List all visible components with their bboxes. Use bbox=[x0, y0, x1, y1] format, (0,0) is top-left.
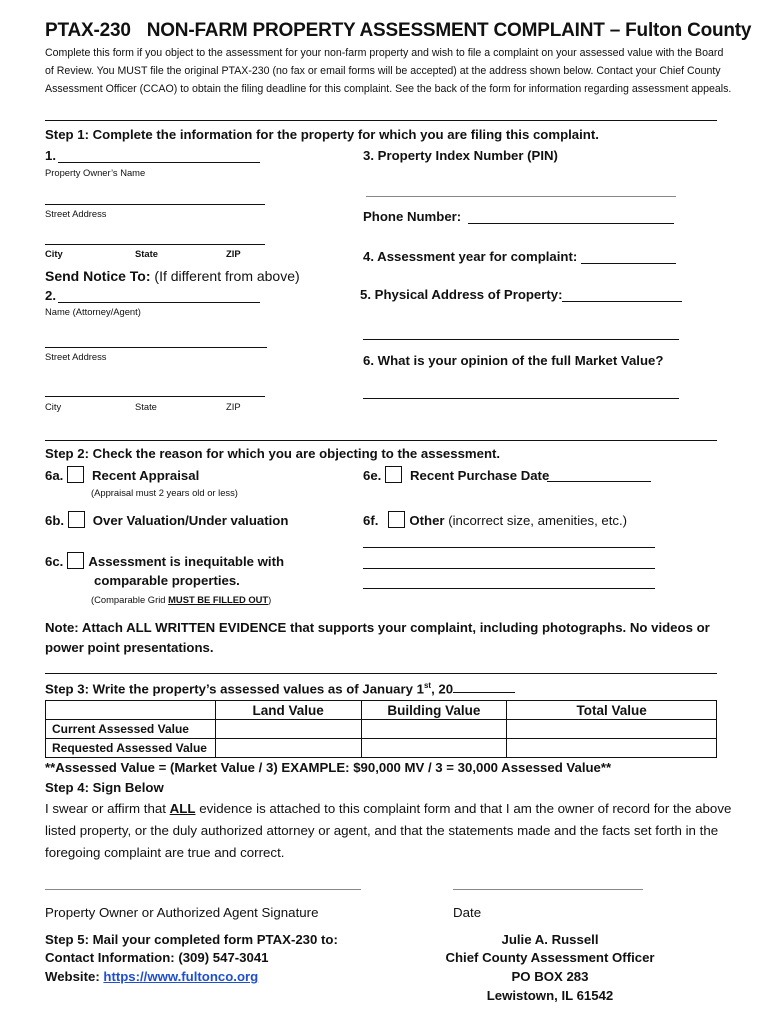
step3-heading-post: , 20 bbox=[431, 681, 454, 697]
officer-title: Chief County Assessment Officer bbox=[445, 950, 655, 965]
website-line bbox=[45, 969, 258, 984]
physical-address-label: 5. Physical Address of Property: bbox=[360, 287, 563, 302]
phone-label: Phone Number: bbox=[363, 209, 462, 224]
option-6e-label: Recent Purchase Date bbox=[410, 468, 550, 483]
declaration-post: evidence is attached to this complaint form and that I am the owner of record for the above listed property, or the duly authorized attorney or agent, and that the statements made and the facts set forth in the foregoing complaint are true and correct. bbox=[45, 801, 732, 860]
step1-heading: Step 1: Complete the information for the property for which you are filing this complaint. bbox=[45, 127, 599, 142]
year-suffix-field[interactable] bbox=[453, 681, 515, 693]
date-field[interactable] bbox=[453, 889, 643, 890]
other-reason-line-3[interactable] bbox=[363, 588, 655, 589]
table-corner-cell bbox=[46, 701, 216, 720]
pin-label: 3. Property Index Number (PIN) bbox=[363, 148, 558, 163]
option-6f-note: (incorrect size, amenities, etc.) bbox=[444, 513, 628, 528]
option-6c-label-1: Assessment is inequitable with bbox=[88, 554, 285, 569]
option-6a-number: 6a. bbox=[45, 468, 64, 483]
market-value-field[interactable] bbox=[363, 398, 679, 399]
form-code: PTAX-230 bbox=[45, 20, 131, 41]
current-assessed-label: Current Assessed Value bbox=[46, 720, 216, 739]
owner-name-field[interactable] bbox=[58, 162, 260, 163]
phone-field[interactable] bbox=[468, 223, 674, 224]
form-title bbox=[45, 20, 751, 42]
option-6c-label-2: comparable properties. bbox=[94, 573, 240, 588]
requested-assessed-label: Requested Assessed Value bbox=[46, 739, 216, 758]
state-2-label: State bbox=[135, 401, 157, 412]
assessment-year-label: 4. Assessment year for complaint: bbox=[363, 249, 578, 264]
zip-label: ZIP bbox=[226, 248, 241, 259]
zip-2-label: ZIP bbox=[226, 401, 241, 412]
step3-heading-pre: Step 3: Write the property’s assessed values as of January 1 bbox=[45, 681, 424, 697]
physical-address-field[interactable] bbox=[562, 301, 682, 302]
purchase-date-field[interactable] bbox=[547, 481, 651, 482]
form-title-text: NON-FARM PROPERTY ASSESSMENT COMPLAINT – Fulton County bbox=[146, 20, 752, 41]
step2-heading: Step 2: Check the reason for which you are objecting to the assessment. bbox=[45, 446, 501, 461]
other-reason-line-1[interactable] bbox=[363, 547, 655, 548]
market-value-label: 6. What is your opinion of the full Market Value? bbox=[363, 353, 664, 368]
table-row bbox=[46, 720, 717, 739]
city-state-zip-field[interactable] bbox=[45, 244, 265, 245]
website-link[interactable]: https://www.fultonco.org bbox=[103, 969, 259, 984]
divider bbox=[45, 120, 717, 121]
option-6f[interactable] bbox=[363, 511, 627, 528]
divider bbox=[45, 440, 717, 441]
street-address-2-field[interactable] bbox=[45, 347, 267, 348]
pin-field[interactable] bbox=[366, 196, 676, 197]
mail-instructions: Step 5: Mail your completed form PTAX-230 to: bbox=[45, 932, 338, 947]
evidence-note: Note: Attach ALL WRITTEN EVIDENCE that supports your complaint, including photographs. No videos or power point presentations. bbox=[45, 620, 710, 655]
signature-label: Property Owner or Authorized Agent Signature bbox=[45, 905, 319, 920]
city-state-zip-mailing: Lewistown, IL 61542 bbox=[486, 988, 614, 1003]
street-address-label: Street Address bbox=[45, 208, 107, 219]
checkbox-6b[interactable] bbox=[68, 511, 85, 528]
requested-land-cell[interactable] bbox=[215, 739, 361, 758]
intro-paragraph: Complete this form if you object to the assessment for your non-farm property and wish to file a complaint on your assessed value with the Board of Review. You MUST file the original PTAX-230 (no fax or email forms will be accepted) at the address shown below. Contact your Chief County Assessment Officer (CCAO) to obtain the filing deadline for this complaint. See the back of the form for information regarding assessment appeals. bbox=[45, 47, 732, 95]
building-value-header: Building Value bbox=[361, 701, 507, 720]
requested-building-cell[interactable] bbox=[361, 739, 507, 758]
attorney-name-label: Name (Attorney/Agent) bbox=[45, 306, 141, 317]
divider bbox=[45, 673, 717, 674]
checkbox-6c[interactable] bbox=[67, 552, 84, 569]
po-box: PO BOX 283 bbox=[511, 969, 589, 984]
checkbox-6a[interactable] bbox=[67, 466, 84, 483]
current-total-cell[interactable] bbox=[507, 720, 717, 739]
requested-total-cell[interactable] bbox=[507, 739, 717, 758]
contact-information: Contact Information: (309) 547-3041 bbox=[45, 950, 269, 965]
send-notice-heading bbox=[45, 268, 300, 284]
step3-heading bbox=[45, 681, 515, 696]
assessed-value-formula: **Assessed Value = (Market Value / 3) EXAMPLE: $90,000 MV / 3 = 30,000 Assessed Value** bbox=[45, 760, 612, 775]
checkbox-6f[interactable] bbox=[388, 511, 405, 528]
option-6a[interactable] bbox=[45, 466, 199, 483]
send-notice-bold: Send Notice To: bbox=[45, 268, 151, 284]
table-header-row bbox=[46, 701, 717, 720]
field-1-number: 1. bbox=[45, 148, 56, 163]
current-land-cell[interactable] bbox=[215, 720, 361, 739]
declaration-bold: ALL bbox=[169, 801, 196, 816]
total-value-header: Total Value bbox=[507, 701, 717, 720]
city-state-zip-2-field[interactable] bbox=[45, 396, 265, 397]
option-6c-note bbox=[91, 594, 271, 605]
option-6c-number: 6c. bbox=[45, 554, 64, 569]
owner-name-label: Property Owner’s Name bbox=[45, 167, 146, 178]
option-6f-number: 6f. bbox=[363, 513, 379, 528]
option-6a-note: (Appraisal must 2 years old or less) bbox=[91, 487, 238, 498]
date-label: Date bbox=[453, 905, 482, 920]
option-6e[interactable] bbox=[363, 466, 549, 483]
declaration-pre: I swear or affirm that bbox=[45, 801, 170, 816]
other-reason-line-2[interactable] bbox=[363, 568, 655, 569]
option-6e-number: 6e. bbox=[363, 468, 382, 483]
option-6b-label: Over Valuation/Under valuation bbox=[92, 513, 289, 528]
option-6b[interactable] bbox=[45, 511, 288, 528]
assessment-year-field[interactable] bbox=[581, 263, 676, 264]
option-6b-number: 6b. bbox=[45, 513, 65, 528]
street-address-field[interactable] bbox=[45, 204, 265, 205]
option-6f-label: Other bbox=[409, 513, 445, 528]
street-address-2-label: Street Address bbox=[45, 351, 107, 362]
assessed-values-table bbox=[45, 700, 717, 758]
officer-name: Julie A. Russell bbox=[501, 932, 599, 947]
city-2-label: City bbox=[45, 401, 62, 412]
option-6c-note-post: ) bbox=[268, 594, 272, 605]
step4-heading: Step 4: Sign Below bbox=[45, 780, 164, 795]
field-2-number: 2. bbox=[45, 288, 56, 303]
declaration-text bbox=[45, 798, 735, 864]
table-row bbox=[46, 739, 717, 758]
attorney-name-field[interactable] bbox=[58, 302, 260, 303]
signature-field[interactable] bbox=[45, 889, 361, 890]
option-6c-note-pre: (Comparable Grid bbox=[91, 594, 169, 605]
physical-address-field-2[interactable] bbox=[363, 339, 679, 340]
step3-heading-sup: st bbox=[423, 681, 432, 690]
checkbox-6e[interactable] bbox=[385, 466, 402, 483]
option-6c[interactable] bbox=[45, 552, 284, 569]
option-6a-label: Recent Appraisal bbox=[92, 468, 200, 483]
option-6c-note-bold: MUST BE FILLED OUT bbox=[168, 594, 269, 605]
state-label: State bbox=[135, 248, 158, 259]
land-value-header: Land Value bbox=[215, 701, 361, 720]
city-label: City bbox=[45, 248, 63, 259]
send-notice-note: (If different from above) bbox=[150, 268, 300, 284]
current-building-cell[interactable] bbox=[361, 720, 507, 739]
website-label: Website: bbox=[45, 969, 104, 984]
